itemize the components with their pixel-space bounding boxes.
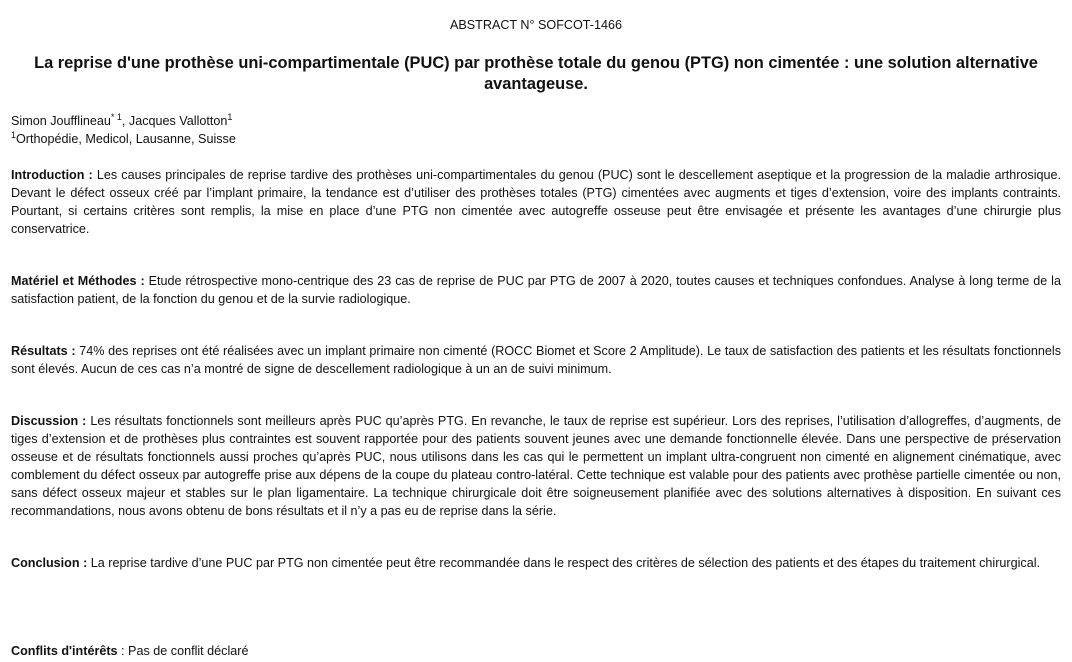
section-label: Conflits d'intérêts [11,644,118,658]
author-name: Jacques Vallotton [128,114,228,128]
abstract-title: La reprise d'une prothèse uni-compartimentale (PUC) par prothèse totale du genou (PTG) non cimentée : une solution alternative avantageuse. [34,54,1038,93]
section-label: Matériel et Méthodes : [11,274,145,288]
section-text: Les résultats fonctionnels sont meilleurs après PUC qu’après PTG. En revanche, le taux de reprise est supérieur. Lors des reprises, l’utilisation d’allogreffes, d’augments, de tiges d’extension et de prothèses plus contraintes est souvent rapportée pour des patients souvent jeunes avec une demande fonctionnelle élevée. Dans une perspective de préservation osseuse et de résultats fonctionnels aussi proches qu’après PUC, nous utilisons dans les cas qui le permettent un implant ultra-congruent non cimenté en alignement cinématique, avec comblement du défect osseux par autogreffe prise aux dépens de la coupe du plateau contro-latéral. Cette technique est valable pour des patients avec prothèse partielle cimentée ou non, sans défect osseux majeur et stables sur le plan ligamentaire. La technique chirurgicale doit être soigneusement planifiée avec des solutions alternatives à disposition. En suivant ces recommandations, nous avons obtenu de bons résultats et il n’y a pas eu de reprise dans la série. [11,414,1061,518]
section-discussion [11,412,1061,520]
section-label: Résultats : [11,344,76,358]
section-methods [11,272,1061,308]
section-introduction [11,166,1061,238]
section-text: Etude rétrospective mono-centrique des 23 cas de reprise de PUC par PTG de 2007 à 2020, toutes causes et techniques confondues. Analyse à long terme de la satisfaction patient, de la fonction du genou et de la survie radiologique. [11,274,1061,306]
abstract-number: ABSTRACT N° SOFCOT-1466 [449,18,623,32]
section-label: Conclusion : [11,556,88,570]
section-text: : Pas de conflit déclaré [117,644,249,658]
author-name: Simon Joufflineau [11,114,111,128]
section-results [11,342,1061,378]
section-text: 74% des reprises ont été réalisées avec un implant primaire non cimenté (ROCC Biomet et Score 2 Amplitude). Le taux de satisfaction des patients et les résultats fonctionnels sont élevés. Aucun de ces cas n’a montré de signe de descellement radiologique à un an de suivi minimum. [11,344,1061,376]
author-affiliation-mark: * 1 [110,112,122,122]
author-list [11,112,1061,130]
section-label: Discussion : [11,414,87,428]
affiliation [11,130,1061,148]
affiliation-text: Orthopédie, Medicol, Lausanne, Suisse [16,132,236,146]
section-label: Introduction : [11,168,93,182]
author-separator: , [121,114,129,128]
section-text: La reprise tardive d’une PUC par PTG non cimentée peut être recommandée dans le respect des critères de sélection des patients et des étapes du traitement chirurgical. [87,556,1040,570]
section-conclusion [11,554,1061,572]
section-conflicts [11,642,1061,660]
affiliation-mark: 1 [11,130,17,140]
section-text: Les causes principales de reprise tardive des prothèses uni-compartimentales du genou (PUC) sont le descellement aseptique et la progression de la maladie arthrosique. Devant le défect osseux créé par l’implant primaire, la tendance est d’utiliser des prothèses totales (PTG) cimentées avec augments et tiges d’extension, voire des implants contraints. Pourtant, si certains critères sont remplis, la mise en place d’une PTG non cimentée avec autogreffe osseuse peut être envisagée et présente les avantages d’une chirurgie plus conservatrice. [11,168,1062,236]
author-affiliation-mark: 1 [227,112,233,122]
